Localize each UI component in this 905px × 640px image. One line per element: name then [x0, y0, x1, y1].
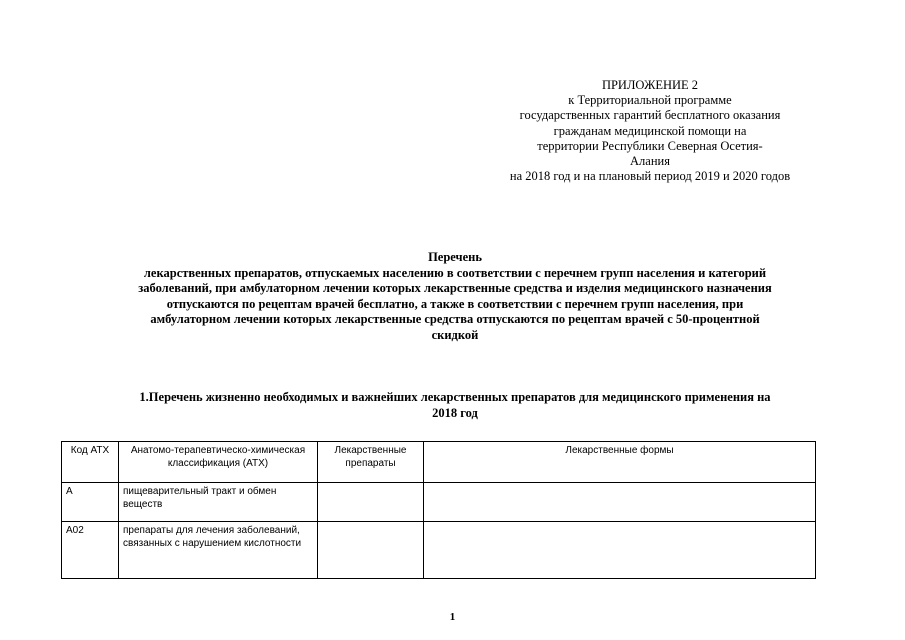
header-dosage-forms: Лекарственные формы	[424, 442, 816, 483]
drugs-table	[61, 441, 816, 579]
list-heading	[60, 250, 850, 343]
appendix-line: Алания	[630, 154, 670, 169]
header-drugs: Лекарственные препараты	[318, 442, 424, 483]
cell-atc-code: А	[62, 483, 119, 522]
table-row	[62, 483, 816, 522]
list-heading-line: скидкой	[431, 327, 479, 342]
appendix-line: к Территориальной программе	[568, 93, 732, 108]
list-heading-title: Перечень	[428, 250, 482, 264]
cell-drugs	[318, 522, 424, 579]
table-header-row	[62, 442, 816, 483]
appendix-line: на 2018 год и на плановый период 2019 и 2020 годов	[509, 169, 791, 184]
list-heading-line: отпускаются по рецептам врачей бесплатно, а также в соответствии с перечнем групп населения, при	[166, 296, 744, 311]
cell-atc-classification: препараты для лечения заболеваний, связанных с нарушением кислотности	[119, 522, 318, 579]
header-atc-classification: Анатомо-терапевтическо-химическая классификация (АТХ)	[119, 442, 318, 483]
section-heading	[60, 390, 850, 421]
appendix-line: территории Республики Северная Осетия-	[537, 138, 763, 153]
cell-dosage-forms	[424, 483, 816, 522]
header-atc-code: Код АТХ	[62, 442, 119, 483]
appendix-line: гражданам медицинской помощи на	[553, 123, 747, 138]
section-heading-line: 2018 год	[432, 405, 478, 420]
page-number: 1	[449, 611, 456, 623]
appendix-header	[470, 78, 830, 184]
cell-atc-classification: пищеварительный тракт и обмен веществ	[119, 483, 318, 522]
cell-drugs	[318, 483, 424, 522]
appendix-line: государственных гарантий бесплатного оказания	[519, 108, 781, 123]
section-heading-line: 1.Перечень жизненно необходимых и важнейших лекарственных препаратов для медицинского применения на	[139, 390, 771, 404]
table-row	[62, 522, 816, 579]
list-heading-line: лекарственных препаратов, отпускаемых населению в соответствии с перечнем групп населения и категорий	[143, 265, 767, 280]
list-heading-line: амбулаторном лечении которых лекарственные средства отпускаются по рецептам врачей с 50-процентной	[150, 312, 760, 326]
appendix-title: ПРИЛОЖЕНИЕ 2	[601, 78, 699, 92]
list-heading-line: заболеваний, при амбулаторном лечении которых лекарственные средства и изделия медицинского назначения	[138, 281, 772, 295]
cell-atc-code: А02	[62, 522, 119, 579]
cell-dosage-forms	[424, 522, 816, 579]
